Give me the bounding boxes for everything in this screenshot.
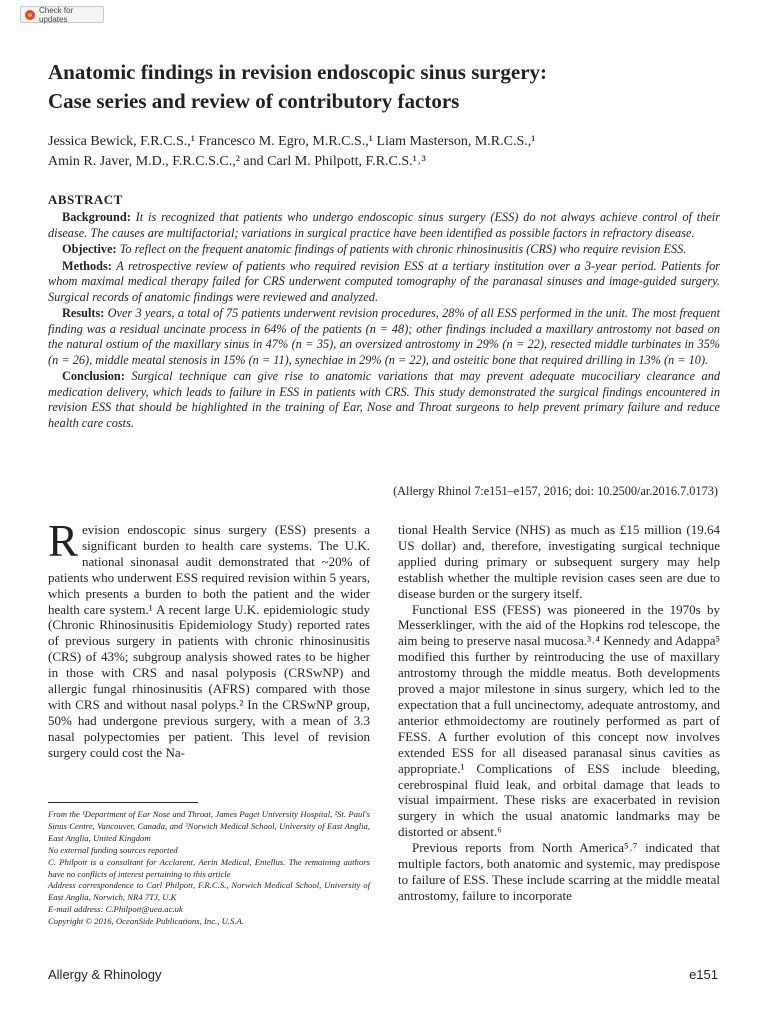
body-paragraph: Previous reports from North America⁵˒⁷ indicated that multiple factors, both anatomic and systemic, may predispose to failure of ESS. These include scarring at the middle meatal antrostomy, failure to incorporate: [398, 840, 720, 903]
footnote-conflicts: C. Philpott is a consultant for Acclarent, Aerin Medical, Entellus. The remaining authors have no conflicts of interest pertaining to this article: [48, 856, 370, 879]
drop-cap: R: [48, 516, 79, 566]
body-paragraph: tional Health Service (NHS) as much as £15 million (19.64 US dollar) and, therefore, investigating surgical technique applied during primary or subsequent surgery may help establish whether the multiple revision cases seen are due to disease burden or the surgery itself.: [398, 522, 720, 601]
author-line-2: Amin R. Javer, M.D., F.R.C.S.C.,² and Carl M. Philpott, F.R.C.S.¹˒³: [48, 154, 426, 169]
abstract-label: Objective:: [62, 242, 117, 256]
article-title-line-1: Anatomic findings in revision endoscopic sinus surgery:: [48, 60, 548, 84]
footnote-affiliations: From the ¹Department of Ear Nose and Throat, James Paget University Hospital, ²St. Paul's Sinus Centre, Vancouver, Canada, and ³Norwich Medical School, University of East Anglia, East Anglia, United Kingdom: [48, 809, 370, 843]
author-line-1: Jessica Bewick, F.R.C.S.,¹ Francesco M. Egro, M.R.C.S.,¹ Liam Masterson, M.R.C.S.,¹: [48, 134, 536, 149]
abstract-background: [48, 210, 720, 241]
abstract-text: Over 3 years, a total of 75 patients underwent revision procedures, 28% of all ESS performed in the unit. The most frequent finding was a residual uncinate process in 64% of the patients (n = 48); other findings included a maxillary antrostomy not based on the natural ostium of the maxillary sinus in 47% (n = 35), an oversized antrostomy in 29% (n = 22), resected middle turbinates in 35% (n = 26), middle meatal stenosis in 15% (n = 11), synechiae in 29% (n = 22), and osteitic bone that required drilling in 13% (n = 10).: [48, 306, 720, 367]
abstract-text: A retrospective review of patients who required revision ESS at a tertiary institution over a 3-year period. Patients for whom maximal medical therapy failed for CRS underwent computed tomography of the paranasal sinuses and image-guided surgery. Surgical records of anatomic findings were reviewed and analyzed.: [48, 258, 721, 304]
journal-name: Allergy & Rhinology: [48, 967, 162, 982]
footnote-email: E-mail address: C.Philpott@uea.ac.uk: [48, 904, 183, 915]
abstract-text: To reflect on the frequent anatomic findings of patients with chronic rhinosinusitis (CRS) who require revision ESS.: [119, 242, 687, 256]
footnote-copyright: Copyright © 2016, OceanSide Publications, Inc., U.S.A.: [48, 916, 245, 927]
footnote-divider: [48, 802, 198, 803]
page-number: e151: [689, 967, 718, 982]
body-paragraph: [48, 516, 370, 761]
abstract-label: Methods:: [62, 258, 112, 273]
body-column-right: [398, 522, 720, 904]
check-for-updates-button[interactable]: [20, 6, 104, 23]
body-paragraph: Functional ESS (FESS) was pioneered in the 1970s by Messerklinger, with the aid of the Hopkins rod telescope, the aim being to preserve nasal mucosa.³˒⁴ Kennedy and Adappa⁵ modified this further by reintroducing the use of maxillary antrostomy through the middle meatus. Both developments proved a major milestone in sinus surgery, which led to the expectation that a full uncinectomy, adequate antrostomy, and anterior ethmoidectomy are routinely performed as part of FESS. A further evolution of this concept now involves extended ESS for all diseased paranasal sinus cavities as appropriate.¹ Complications of ESS include bleeding, cerebrospinal fluid leak, and orbital damage that leads to visual impairment. These risks are exacerbated in revision surgery in which the usual anatomic landmarks may be distorted or absent.⁶: [398, 601, 720, 840]
article-title: [48, 58, 728, 116]
author-list: [48, 132, 728, 172]
check-for-updates-label: Check for updates: [39, 5, 74, 24]
abstract-label: Background:: [62, 210, 131, 224]
abstract-heading: ABSTRACT: [48, 192, 123, 207]
abstract-body: [48, 210, 720, 432]
abstract-methods: [48, 259, 720, 306]
body-paragraph-text: evision endoscopic sinus surgery (ESS) presents a significant burden to health care systems. The U.K. national sinonasal audit demonstrated that ~20% of patients who underwent ESS required revision within 5 years, which presents a burden to both the patient and the wider health care system.¹ A recent large U.K. epidemiologic study (Chronic Rhinosinusitis Epidemiology Study) reported rates of previous surgery in patients with chronic rhinosinusitis (CRS) of 43%; subgroup analysis showed rates to be higher in those with CRS and nasal polyposis (CRSwNP) and allergic fungal rhinosinusitis (AFRS) compared with those with CRS and without nasal polyps.² In the CRSwNP group, 50% had undergone previous surgery, with a mean of 3.3 nasal polypectomies per patient. This level of revision surgery could cost the Na-: [48, 522, 370, 760]
footnote-correspondence: Address correspondence to Carl Philpott, F.R.C.S., Norwich Medical School, University of East Anglia, Norwich, NR4 7TJ, U.K: [48, 880, 370, 903]
abstract-label: Results:: [62, 306, 105, 320]
abstract-conclusion: [48, 369, 720, 431]
abstract-results: [48, 306, 720, 368]
footnotes: [48, 809, 370, 928]
abstract-label: Conclusion:: [62, 369, 125, 383]
abstract-text: Surgical technique can give rise to anatomic variations that may prevent adequate mucociliary clearance and medication delivery, which leads to failure in ESS in patients with CRS. This study demonstrated the surgical findings encountered in revision ESS that should be highlighted in the training of Ear, Nose and Throat surgeons to help prevent primary failure and reduce health care costs.: [48, 369, 720, 430]
citation-line: (Allergy Rhinol 7:e151–e157, 2016; doi: 10.2500/ar.2016.7.0173): [393, 484, 718, 498]
article-title-line-2: Case series and review of contributory factors: [48, 89, 460, 113]
abstract-objective: [48, 242, 720, 258]
abstract-text: It is recognized that patients who undergo endoscopic sinus surgery (ESS) do not always achieve control of their disease. The causes are multifactorial; variations in surgical practice have been identified as possible factors in refractory disease.: [48, 210, 720, 240]
body-column-left: [48, 516, 370, 761]
check-for-updates-icon: [25, 10, 35, 20]
footnote-funding: No external funding sources reported: [48, 844, 178, 855]
